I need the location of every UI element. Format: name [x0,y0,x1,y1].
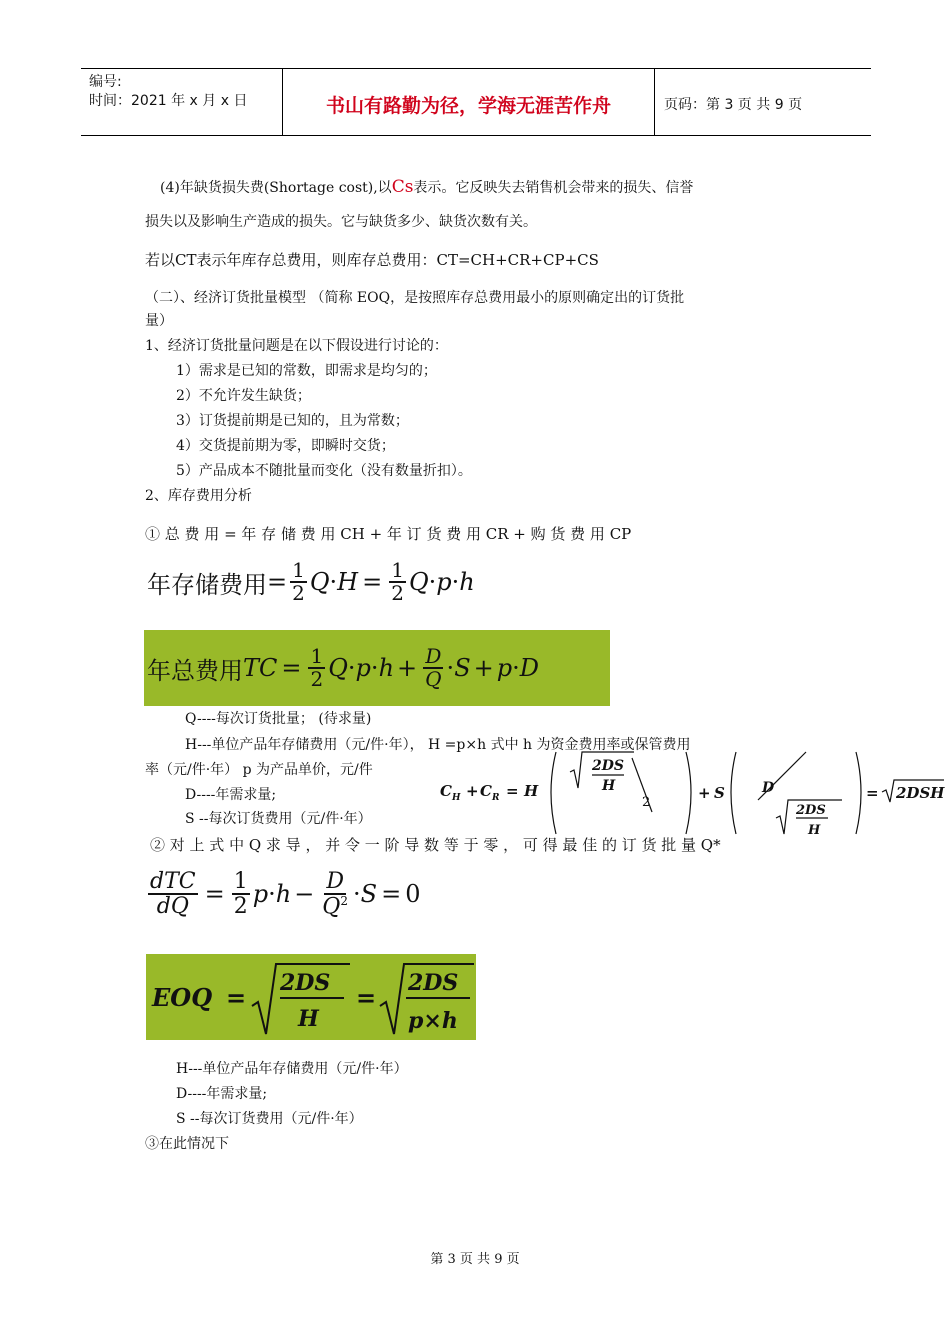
svg-text:C: C [440,782,452,800]
svg-text:=: = [866,784,879,802]
definition-h-cont: 率（元/件·年） p 为产品单价，元/件 [145,762,373,778]
svg-text:2DS: 2DS [408,970,459,996]
formula-total-cost: 年总费用 TC = $\frac{1}{2}$ Q · p · h + $\frac{D}{Q}$ · S + p · D [147,644,540,691]
text-shortage-b: 表示。它反映失去销售机会带来的损失、信誉 [413,180,694,196]
assumption-1: 1）需求是已知的常数，即需求是均匀的； [176,363,437,379]
header-number: 编号: [89,74,122,90]
paragraph-derivative: ② 对 上 式 中 Q 求 导 ， 并 令 一 阶 导 数 等 于 零 ， 可 得 最 佳 的 订 货 批 量 Q* [150,836,721,854]
svg-text:=: = [356,983,377,1012]
svg-text:R: R [492,793,500,803]
svg-text:2: 2 [642,795,651,810]
svg-text:H: H [298,1006,319,1032]
text-cs-symbol: Cs [391,177,414,197]
header-time: 时间：2021 年 x 月 x 日 [89,93,248,109]
definition-q: Q----每次订货批量； (待求量) [185,711,372,727]
svg-text:H: H [524,782,539,800]
paragraph-eoq-model: （二）、经济订货批量模型 （简称 EOQ，是按照库存总费用最小的原则确定出的订货批 [145,290,685,306]
paragraph-shortage-cost-cont: 损失以及影响生产造成的损失。它与缺货多少、缺货次数有关。 [145,214,537,230]
svg-text:H: H [602,778,616,794]
svg-text:+: + [698,784,711,802]
header-motto: 书山有路勤为径，学海无涯苦作舟 [283,69,655,135]
eoq-definition-d: D----年需求量; [176,1086,268,1102]
svg-text:D: D [762,780,775,796]
svg-text:2DSH: 2DSH [896,784,945,802]
formula-storage-label: 年存储费用 [147,570,267,599]
svg-text:2DS: 2DS [280,970,331,996]
paragraph-assumptions: 1、经济订货批量问题是在以下假设进行讨论的： [145,338,448,354]
header-page-number: 页码：第 3 页 共 9 页 [664,97,803,113]
formula-derivative: $\frac{\text{dTC}}{dQ}$ = $\frac{1}{2}$ p · h − $\frac{D}{Q^2}$ · S = 0 [150,868,421,920]
assumption-2: 2）不允许发生缺货； [176,388,311,404]
eoq-definition-s: S --每次订货费用（元/件·年） [176,1111,363,1127]
formula-eoq [146,954,476,1040]
paragraph-in-this-case: ③在此情况下 [145,1136,229,1152]
text-shortage-a: (4)年缺货损失费(Shortage cost),以 [160,180,392,196]
svg-text:2DS: 2DS [796,803,826,818]
page-header [81,68,871,136]
assumption-4: 4）交货提前期为零，即瞬时交货； [176,438,395,454]
page-footer: 第 3 页 共 9 页 [430,1252,520,1267]
assumption-3: 3）订货提前期是已知的，且为常数； [176,413,409,429]
svg-text:S: S [714,784,725,802]
paragraph-cost-analysis: 2、库存费用分析 [145,488,252,504]
assumption-5: 5）产品成本不随批量而变化（没有数量折扣）。 [176,463,472,479]
formula-total-label: 年总费用 [147,656,243,685]
svg-text:H: H [452,793,461,803]
svg-text:p×h: p×h [408,1008,458,1034]
paragraph-total-cost-breakdown: ① 总 费 用 = 年 存 储 费 用 CH + 年 订 货 费 用 CR + 购 货 费 用 CP [145,525,632,543]
definition-d: D----年需求量; [185,787,277,803]
formula-ch-cr-equality [436,748,946,840]
svg-text:=: = [506,782,519,800]
svg-text:+: + [466,782,479,800]
paragraph-total-cost: 若以CT表示年库存总费用，则库存总费用：CT=CH+CR+CP+CS [145,251,599,269]
svg-text:H: H [808,823,821,838]
eoq-definition-h: H---单位产品年存储费用（元/件·年） [176,1061,408,1077]
svg-text:=: = [226,983,247,1012]
paragraph-eoq-model-cont: 量） [145,313,173,329]
header-meta [81,69,283,135]
definition-s: S --每次订货费用（元/件·年） [185,811,372,827]
definition-h: H---单位产品年存储费用（元/件·年）， H =p×h 式中 h 为资金费用率或保管费用 [185,737,691,753]
paragraph-shortage-cost [160,178,693,197]
svg-text:EOQ: EOQ [152,983,213,1012]
formula-storage-cost: 年存储费用 = $\frac{1}{2}$ Q · H = $\frac{1}{2}$ Q · p · h [147,558,475,605]
svg-text:C: C [480,782,492,800]
svg-text:2DS: 2DS [592,758,624,774]
